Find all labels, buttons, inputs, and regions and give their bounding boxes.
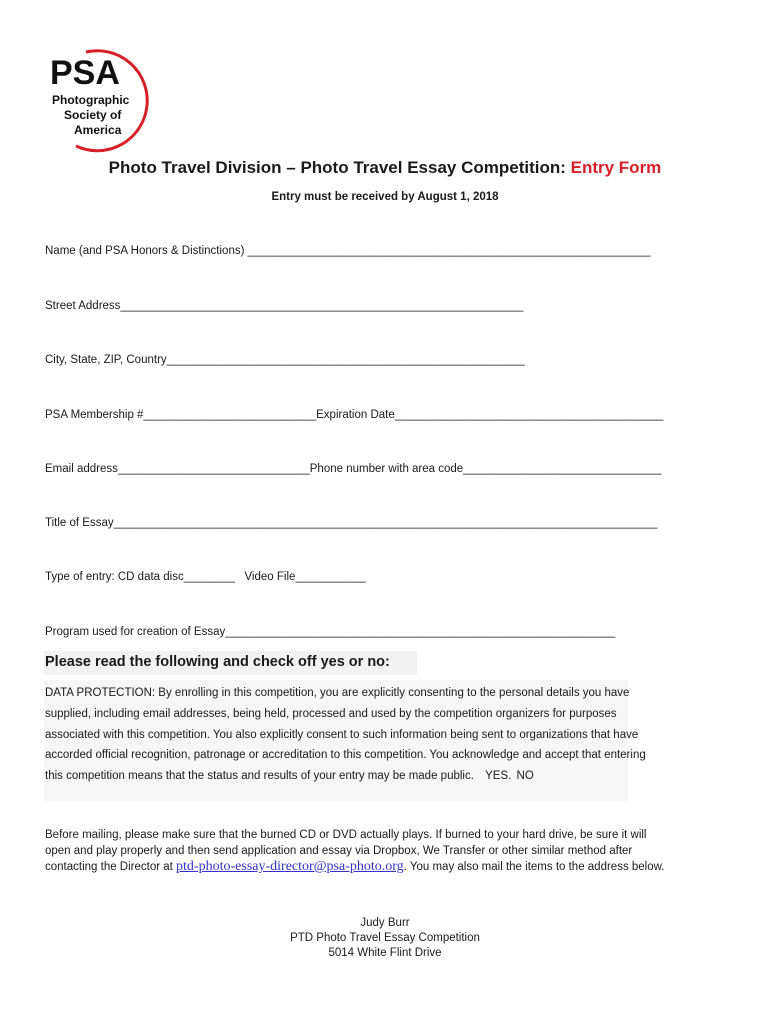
dp-line-4: accorded official recognition, patronage or accreditation to this competition. You acknowledge and accept that entering [45,749,646,762]
mailing-line-2: open and play properly and then send application and essay via Dropbox, We Transfer or other similar method after [45,844,633,857]
no-option[interactable] [515,770,534,782]
mailing-line-1: Before mailing, please make sure that the burned CD or DVD actually plays. If burned to your hard drive, be sure it will [45,829,647,841]
address-street: 5014 White Flint Drive [328,947,442,959]
logo-name-line3: America [74,123,122,137]
street-address-field[interactable]: Street Address_______________________________________________________________ [45,300,524,312]
mailing-instructions [45,828,735,876]
dp-line-1: DATA PROTECTION: By enrolling in this competition, you are explicitly consenting to the personal details you have [45,687,630,699]
yes-label: YES. [485,770,512,783]
dp-line-5 [45,766,705,787]
mailing-line-3-prefix: contacting the Director at [45,861,177,873]
mailing-line-3 [45,859,735,876]
membership-field[interactable] [45,409,663,421]
city-state-zip-field[interactable]: City, State, ZIP, Country________________________________________________________ [45,354,525,366]
essay-title-field[interactable]: Title of Essay_____________________________________________________________________________________ [45,517,658,529]
logo-name-line2: Society of [64,108,122,122]
program-field[interactable]: Program used for creation of Essay_____________________________________________________________ [45,626,616,638]
address-org: PTD Photo Travel Essay Competition [290,932,480,944]
logo-acronym: PSA [50,54,120,92]
dp-line-5-text: this competition means that the status and results of your entry may be made public. [45,770,474,783]
address-name: Judy Burr [360,917,410,929]
dp-line-2: supplied, including email addresses, being held, processed and used by the competition organizers for purposes [45,707,617,720]
phone-label[interactable]: Phone number with area code_______________________________ [309,463,662,475]
mailing-line-3-suffix: . You may also mail the items to the address below. [403,861,665,873]
title-main: Photo Travel Division – Photo Travel Essay Competition: [108,158,571,177]
mailing-address [0,916,770,961]
cd-disc-label[interactable]: Type of entry: CD data disc________ [45,571,235,583]
checkoff-heading: Please read the following and check off yes or no: [44,651,417,675]
data-protection-text [45,683,705,787]
video-file-label[interactable]: Video File___________ [244,571,366,583]
dp-line-3: associated with this competition. You also explicitly consent to such information being sent to organizations that have [45,728,639,741]
entry-type-field[interactable] [45,571,366,583]
expiration-label[interactable]: Expiration Date__________________________________________ [316,409,664,421]
director-email-link[interactable]: ptd-photo-essay-director@psa-photo.org [176,859,404,874]
page-title [0,158,770,178]
yes-option[interactable] [477,770,511,782]
psa-logo [46,46,166,156]
no-label: NO [516,770,534,783]
name-field[interactable]: Name (and PSA Honors & Distinctions) _______________________________________________________________ [45,245,651,257]
email-phone-field[interactable] [45,463,661,475]
title-accent: Entry Form [570,158,662,177]
email-label[interactable]: Email address______________________________ [45,463,310,475]
logo-name-line1: Photographic [52,93,130,107]
deadline-note: Entry must be received by August 1, 2018 [271,191,499,203]
membership-label[interactable]: PSA Membership #___________________________ [45,409,317,421]
